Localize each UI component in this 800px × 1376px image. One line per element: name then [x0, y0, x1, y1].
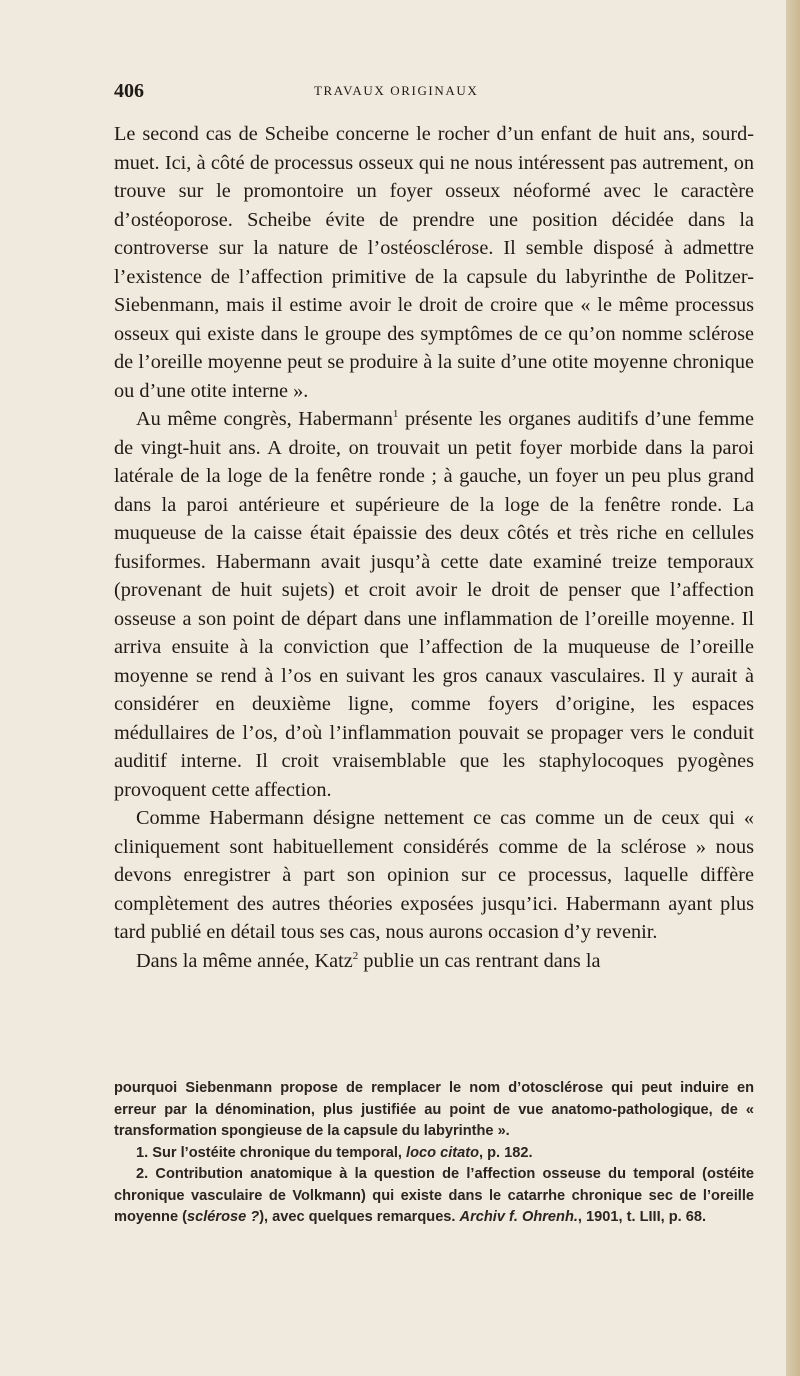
- footnote-continuation: pourquoi Siebenmann propose de remplacer le nom d’otosclérose qui peut induire en erreur par la dénomination, plus justifiée au point de vue anatomo-pathologique, de « transformation spongieuse de la capsule du labyrinthe ».: [114, 1080, 754, 1139]
- text: Dans la même année, Katz: [136, 949, 353, 972]
- main-text: [114, 120, 754, 975]
- text: 1. Sur l’ostéite chronique du temporal,: [136, 1144, 407, 1161]
- text: loco citato: [406, 1144, 480, 1161]
- paragraph-scheibe: Le second cas de Scheibe concerne le rocher d’un enfant de huit ans, sourd-muet. Ici, à côté de processus osseux qui ne nous intéressent pas autrement, on trouve sur le promontoire un foyer osseux néoformé avec le caractère d’ostéoporose. Scheibe évite de prendre une position décidée dans la controverse sur la nature de l’ostéosclérose. Il semble disposé à admettre l’existence de l’affection primitive de la capsule du labyrinthe de Politzer-Siebenmann, mais il estime avoir le droit de croire que « le même processus osseux qui existe dans le groupe des symptômes de ce qu’on nomme sclérose de l’oreille moyenne peut se produire à la suite d’une otite moyenne chronique ou d’une otite interne ».: [114, 123, 754, 402]
- page-header: [114, 80, 754, 104]
- footnote-1: [114, 1143, 754, 1165]
- text: 2. Contribution anatomique à la question de l’affection osseuse du temporal (ostéite chronique vasculaire de Volkmann) qui existe dans le catarrhe chronique sec de l’oreille moyenne (: [114, 1166, 754, 1225]
- footnote-2: [114, 1164, 754, 1229]
- text: ), avec quelques remarques.: [259, 1209, 460, 1225]
- paragraph-habermann-opinion: Comme Habermann désigne nettement ce cas comme un de ceux qui « cliniquement sont habituellement considérés comme de la sclérose » nous devons enregistrer à part son opinion sur ce processus, laquelle diffère complètement des autres théories exposées jusqu’ici. Habermann ayant plus tard publié en détail tous ses cas, nous aurons occasion d’y revenir.: [114, 807, 754, 943]
- text: sclérose ?: [186, 1209, 260, 1225]
- text: Archiv f. Ohrenh.: [459, 1209, 578, 1225]
- footnotes: [114, 1078, 754, 1229]
- paragraph-katz: [114, 947, 754, 976]
- text: , p. 182.: [479, 1144, 533, 1161]
- text: publie un cas rentrant dans la: [358, 949, 601, 972]
- text: Au même congrès, Habermann: [136, 408, 393, 430]
- text: présente les organes auditifs d’une femme de vingt-huit ans. A droite, on trouvait un petit foyer morbide dans la paroi latérale de la loge de la fenêtre ronde ; à gauche, un foyer un peu plus grand dans la paroi antérieure et supérieure de la loge de la fenêtre ronde. La muqueuse de la caisse était épaissie des deux côtés et très riche en cellules fusiformes. Habermann avait jusqu’à cette date examiné treize temporaux (provenant de huit sujets) et croit avoir le droit de penser que l’affection osseuse a son point de départ dans une inflammation de l’oreille moyenne. Il arriva ensuite à la conviction que l’affection de la muqueuse de l’oreille moyenne se rend à l’os en suivant les gros canaux vasculaires. Il y aurait à considérer en deuxième ligne, comme foyers d’origine, les espaces médullaires de l’os, d’où l’inflammation pouvait se propager vers le conduit auditif interne. Il croit vraisemblable que les staphylocoques pyogènes provoquent cette affection.: [114, 408, 754, 801]
- running-title: TRAVAUX ORIGINAUX: [314, 83, 479, 98]
- footnote-ref-2: 2: [352, 949, 359, 962]
- page-edge: [786, 0, 800, 1376]
- footnote-ref-1: 1: [392, 408, 399, 421]
- paragraph-habermann: [114, 405, 754, 804]
- page-number: 406: [114, 80, 144, 102]
- text: , 1901, t. LIII, p. 68.: [577, 1209, 707, 1225]
